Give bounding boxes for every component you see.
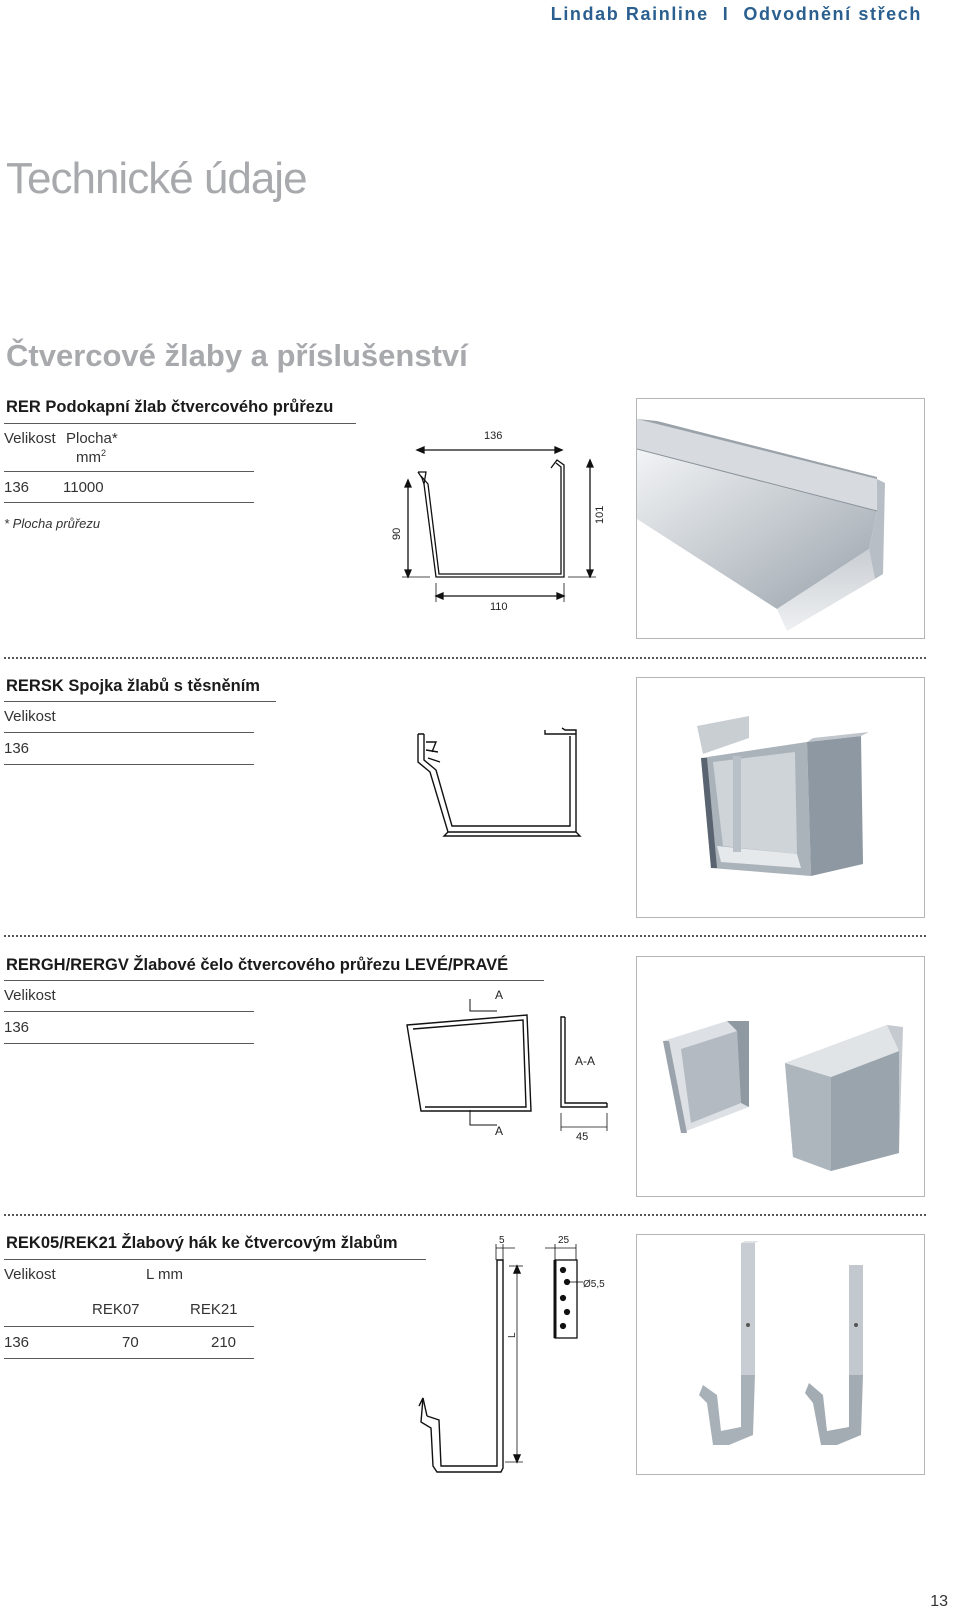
header-separator: I (722, 4, 730, 24)
connector-image (637, 678, 924, 917)
product-title-rek: REK05/REK21 Žlabový hák ke čtvercovým žlabům (6, 1234, 398, 1252)
dim-width-bottom: 110 (490, 601, 508, 613)
section-label-top: A (495, 988, 504, 1002)
header-brand: Lindab Rainline (550, 4, 709, 24)
gutter-profile-drawing (380, 420, 620, 620)
divider (4, 423, 356, 424)
divider (4, 764, 254, 765)
page-number: 13 (930, 1593, 948, 1610)
hole-diameter: Ø5,5 (583, 1279, 605, 1290)
section-title: Čtvercové žlaby a příslušenství (6, 338, 468, 373)
table-cell-rek21: 210 (211, 1334, 237, 1351)
divider (4, 1011, 254, 1012)
product-photo-connector (636, 677, 925, 918)
product-photo-end-caps (636, 956, 925, 1197)
table-header-unit: $mm^2$ (76, 448, 107, 466)
section-divider (4, 657, 926, 659)
table-header-size: Velikost (4, 430, 56, 447)
running-header (551, 4, 922, 25)
dim-25: 25 (558, 1235, 570, 1246)
product-photo-gutter (636, 398, 925, 639)
end-cap-drawing (395, 985, 625, 1140)
dim-5: 5 (499, 1235, 505, 1246)
table-header-size: Velikost (4, 1266, 56, 1283)
divider (4, 502, 254, 503)
section-view-label: A-A (575, 1054, 596, 1068)
dim-45: 45 (576, 1131, 589, 1140)
section-divider (4, 935, 926, 937)
table-cell-area: 11000 (63, 479, 104, 496)
section-label-bottom: A (495, 1124, 504, 1138)
table-header-size: Velikost (4, 987, 56, 1004)
divider (4, 1259, 426, 1260)
table-header-length: L mm (146, 1266, 183, 1283)
divider (4, 732, 254, 733)
dim-height-right: 101 (594, 505, 606, 524)
table-cell-size: 136 (4, 740, 30, 757)
footnote: * Plocha průřezu (4, 516, 101, 531)
connector-profile-drawing (410, 720, 590, 850)
hooks-image (637, 1235, 924, 1474)
dim-length: L (507, 1332, 518, 1338)
dim-height-left: 90 (391, 527, 403, 540)
hook-drawing (405, 1230, 625, 1480)
table-cell-rek07: 70 (122, 1334, 139, 1351)
section-divider (4, 1214, 926, 1216)
product-title-rergh: RERGH/RERGV Žlabové čelo čtvercového průřezu LEVÉ/PRAVÉ (6, 956, 509, 974)
product-title-rer: RER Podokapní žlab čtvercového průřezu (6, 398, 334, 416)
divider (4, 471, 254, 472)
end-caps-image (637, 957, 924, 1196)
table-cell-size: 136 (4, 1019, 30, 1036)
divider (4, 1326, 254, 1327)
divider (4, 701, 276, 702)
divider (4, 1358, 254, 1359)
page-title: Technické údaje (6, 154, 307, 203)
dim-width-top: 136 (484, 430, 503, 442)
table-cell-size: 136 (4, 1334, 30, 1351)
divider (4, 1043, 254, 1044)
table-subheader-rek21: REK21 (190, 1301, 238, 1318)
table-header-area: Plocha* (66, 430, 118, 447)
table-header-size: Velikost (4, 708, 56, 725)
table-cell-size: 136 (4, 479, 30, 496)
header-topic: Odvodnění střech (743, 4, 922, 24)
gutter-image (637, 399, 924, 638)
product-title-rersk: RERSK Spojka žlabů s těsněním (6, 677, 260, 695)
product-photo-hooks (636, 1234, 925, 1475)
table-subheader-rek07: REK07 (92, 1301, 140, 1318)
divider (4, 980, 544, 981)
